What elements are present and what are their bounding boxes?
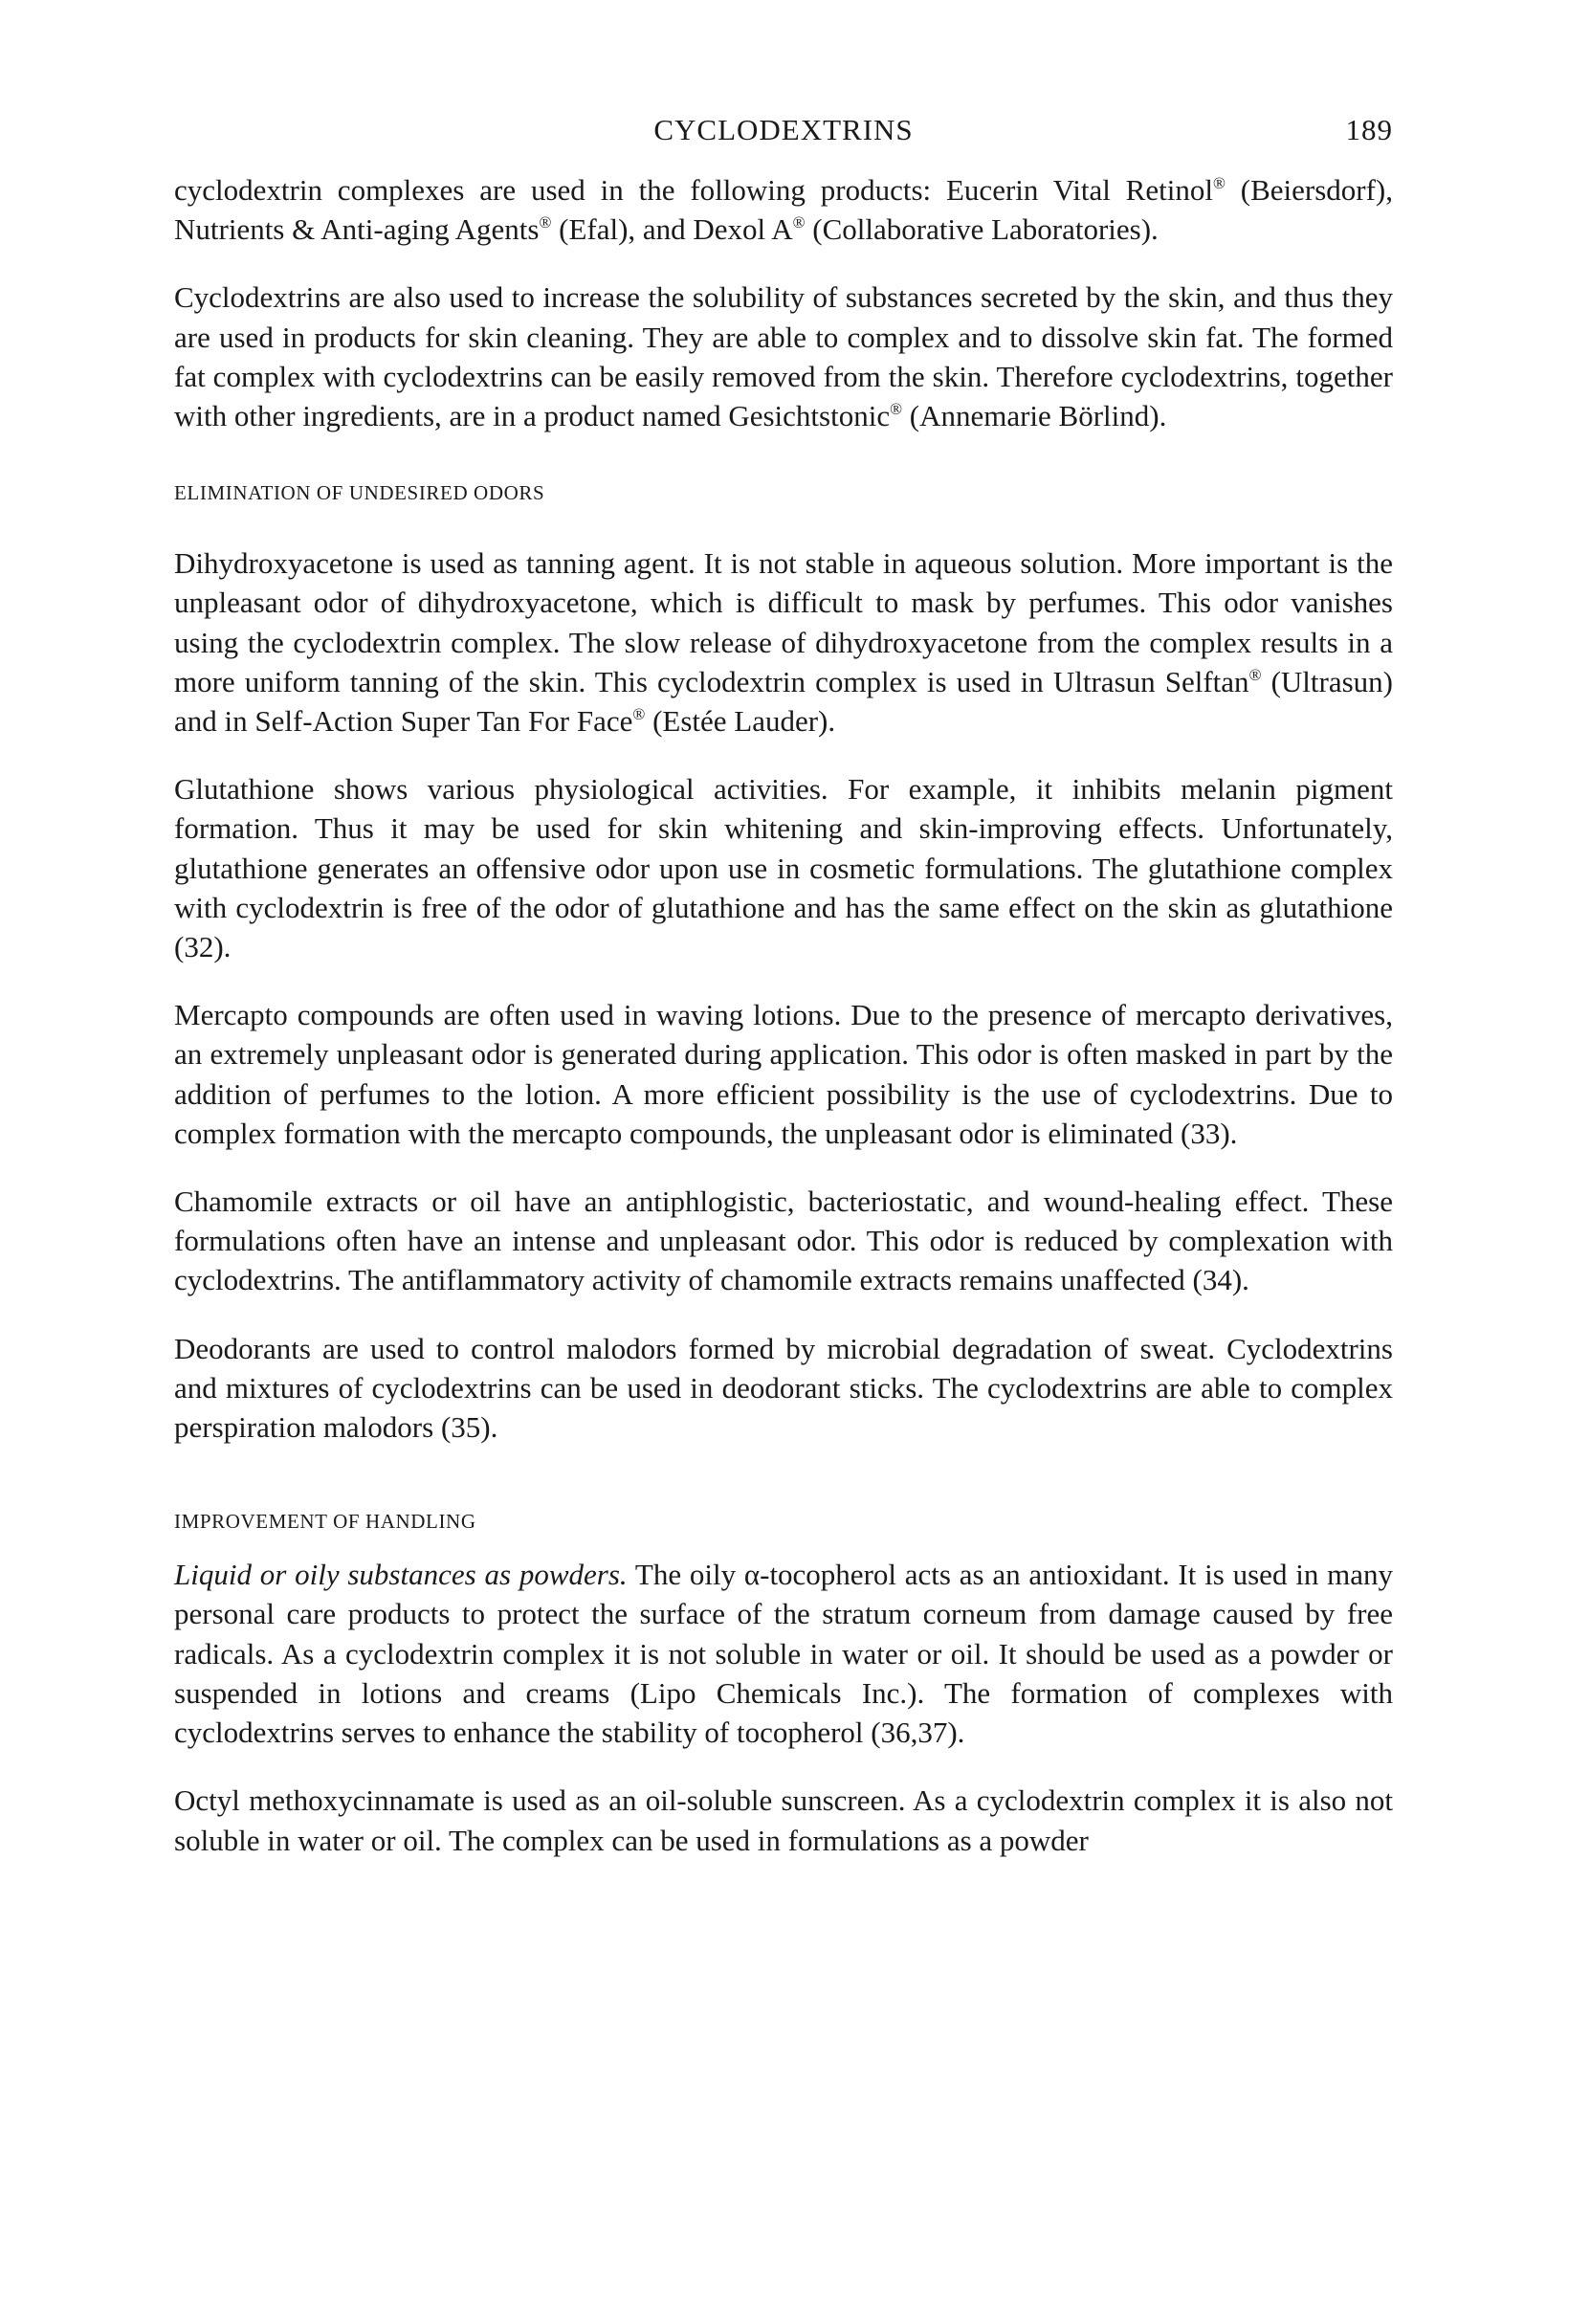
paragraph-chamomile: Chamomile extracts or oil have an antiphlogistic, bacteriostatic, and wound-healing effect. These formulations often have an intense and unpleasant odor. This odor is reduced by complexation with cyclodextrins. The antiflammatory activity of chamomile extracts remains unaffected (34). <box>174 1184 1393 1297</box>
run-in-heading: Liquid or oily substances as powders. <box>174 1558 628 1592</box>
paragraph-products: cyclodextrin complexes are used in the following products: Eucerin Vital Retinol® (Beiersdorf), Nutrients & Anti-aging Agents® (Efal), and Dexol A® (Collaborative Laboratories). <box>174 173 1393 247</box>
paragraph-deodorants: Deodorants are used to control malodors formed by microbial degradation of sweat. Cyclodextrins and mixtures of cyclodextrins can be used in deodorant sticks. The cyclodextrins are able to complex perspiration malodors (35). <box>174 1331 1393 1445</box>
page-number: 189 <box>1345 113 1393 146</box>
paragraph-dihydroxyacetone: Dihydroxyacetone is used as tanning agent. It is not stable in aqueous solution. More important is the unpleasant odor of dihydroxyacetone, which is difficult to mask by perfumes. This odor vanishes using the cyclodextrin complex. The slow release of dihydroxyacetone from the complex results in a more uniform tanning of the skin. This cyclodextrin complex is used in Ultrasun Selftan® (Ultrasun) and in Self-Action Super Tan For Face® (Estée Lauder). <box>174 546 1394 739</box>
paragraph-mercapto: Mercapto compounds are often used in waving lotions. Due to the presence of mercapto derivatives, an extremely unpleasant odor is generated during application. This odor is often masked in part by the addition of perfumes to the lotion. A more efficient possibility is the use of cyclodextrins. Due to complex formation with the mercapto compounds, the unpleasant odor is eliminated (33). <box>174 998 1393 1150</box>
paragraph-tocopherol: Liquid or oily substances as powders. The oily α-tocopherol acts as an antioxidant. It is used in many personal care products to protect the surface of the stratum corneum from damage caused by free radicals. As a cyclodextrin complex it is not soluble in water or oil. It should be used as a powder or suspended in lotions and creams (Lipo Chemicals Inc.). The formation of complexes with cyclodextrins serves to enhance the stability of tocopherol (36,37). <box>174 1558 1393 1750</box>
section-heading-odors: ELIMINATION OF UNDESIRED ODORS <box>174 481 545 505</box>
section-heading-handling: IMPROVEMENT OF HANDLING <box>174 1510 476 1534</box>
running-head <box>174 113 1393 170</box>
paragraph-glutathione: Glutathione shows various physiological activities. For example, it inhibits melanin pigment formation. Thus it may be used for skin whitening and skin-improving effects. Unfortunately, glutathione generates an offensive odor upon use in cosmetic formulations. The glutathione complex with cyclodextrin is free of the odor of glutathione and has the same effect on the skin as glutathione (32). <box>174 772 1393 964</box>
paragraph-skin-cleaning: Cyclodextrins are also used to increase the solubility of substances secreted by the skin, and thus they are used in products for skin cleaning. They are able to complex and to dissolve skin fat. The formed fat complex with cyclodextrins can be easily removed from the skin. Therefore cyclodextrins, together with other ingredients, are in a product named Gesichtstonic® (Annemarie Börlind). <box>174 280 1393 433</box>
paragraph-octyl-methoxycinnamate: Octyl methoxycinnamate is used as an oil-soluble sunscreen. As a cyclodextrin complex it is also not soluble in water or oil. The complex can be used in formulations as a powder <box>174 1783 1393 1857</box>
running-title: CYCLODEXTRINS <box>653 113 914 146</box>
document-page <box>174 113 1393 1889</box>
